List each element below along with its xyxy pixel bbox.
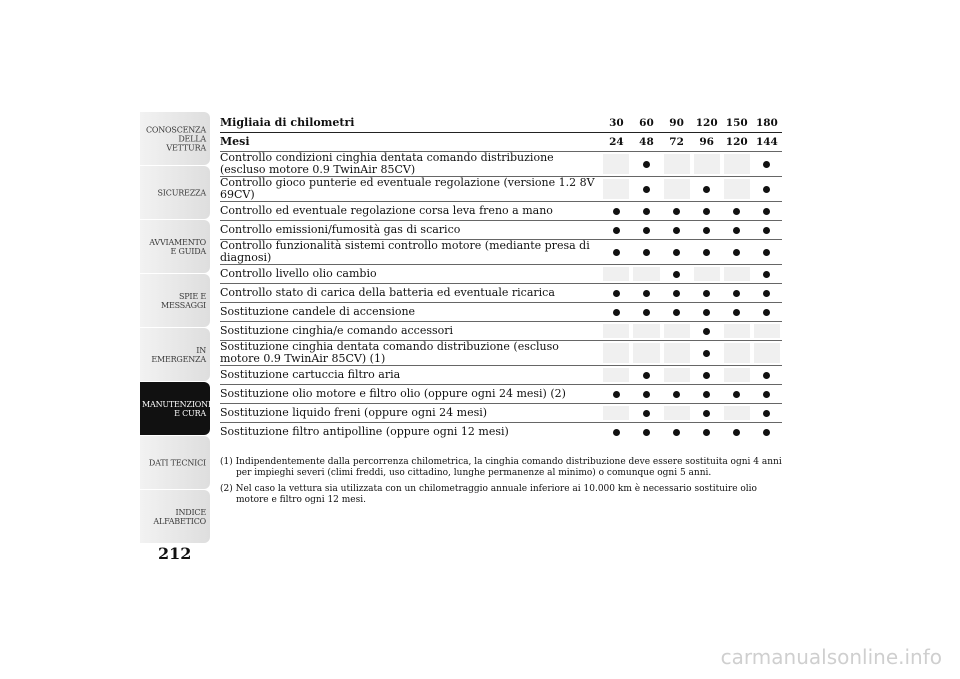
footnotes xyxy=(220,457,782,511)
interval-cell xyxy=(631,202,661,221)
bullet-icon xyxy=(643,161,650,168)
interval-cell xyxy=(692,284,722,303)
bullet-icon xyxy=(673,249,680,256)
interval-cell xyxy=(752,423,782,442)
bullet-icon xyxy=(733,429,740,436)
chapter-tab-label: SICUREZZA xyxy=(157,188,206,197)
chapter-tab[interactable] xyxy=(140,382,214,436)
empty-cell-shade xyxy=(664,154,690,174)
bullet-icon xyxy=(763,186,770,193)
bullet-icon xyxy=(673,429,680,436)
interval-cell xyxy=(631,303,661,322)
empty-cell-shade xyxy=(603,154,629,174)
maintenance-row xyxy=(220,385,782,404)
interval-cell xyxy=(722,322,752,341)
maintenance-row xyxy=(220,202,782,221)
empty-cell-shade xyxy=(603,324,629,338)
bullet-icon xyxy=(673,391,680,398)
empty-cell-shade xyxy=(754,343,780,363)
empty-cell-shade xyxy=(603,406,629,420)
chapter-tab[interactable] xyxy=(140,166,210,220)
interval-cell xyxy=(601,240,631,265)
maintenance-item-label: Controllo emissioni/fumosità gas di scarico xyxy=(220,221,601,240)
chapter-tab[interactable] xyxy=(140,274,210,328)
maintenance-row xyxy=(220,177,782,202)
chapter-tab-label: MANUTENZIONE E CURA xyxy=(142,399,214,418)
bullet-icon xyxy=(703,249,710,256)
km-value: 150 xyxy=(722,114,752,133)
header-row-months xyxy=(220,133,782,152)
bullet-icon xyxy=(673,290,680,297)
km-label: Migliaia di chilometri xyxy=(220,114,601,133)
interval-cell xyxy=(601,265,631,284)
interval-cell xyxy=(752,265,782,284)
chapter-tab-label: DATI TECNICI xyxy=(148,458,206,467)
bullet-icon xyxy=(763,429,770,436)
header-row-km xyxy=(220,114,782,133)
empty-cell-shade xyxy=(603,343,629,363)
interval-cell xyxy=(662,152,692,177)
interval-cell xyxy=(601,303,631,322)
bullet-icon xyxy=(703,429,710,436)
chapter-tab-label: INDICE ALFABETICO xyxy=(153,507,206,526)
bullet-icon xyxy=(733,391,740,398)
maintenance-item-label: Sostituzione cinghia dentata comando distribuzione (escluso motore 0.9 TwinAir 85CV) (1) xyxy=(220,341,601,366)
maintenance-item-label: Sostituzione cartuccia filtro aria xyxy=(220,366,601,385)
bullet-icon xyxy=(733,227,740,234)
page-number: 212 xyxy=(158,544,192,563)
maintenance-row xyxy=(220,240,782,265)
interval-cell xyxy=(692,423,722,442)
maintenance-item-label: Sostituzione cinghia/e comando accessori xyxy=(220,322,601,341)
months-value: 48 xyxy=(639,136,654,148)
interval-cell xyxy=(752,341,782,366)
interval-cell xyxy=(662,385,692,404)
maintenance-item-label: Controllo livello olio cambio xyxy=(220,265,601,284)
maintenance-row xyxy=(220,152,782,177)
maintenance-item-label: Sostituzione filtro antipolline (oppure ogni 12 mesi) xyxy=(220,423,601,442)
maintenance-row xyxy=(220,303,782,322)
months-value: 24 xyxy=(609,136,624,148)
maintenance-item-label: Controllo stato di carica della batteria ed eventuale ricarica xyxy=(220,284,601,303)
interval-cell xyxy=(662,284,692,303)
empty-cell-shade xyxy=(664,324,690,338)
km-value: 90 xyxy=(662,114,692,133)
bullet-icon xyxy=(643,186,650,193)
months-value: 120 xyxy=(725,136,748,148)
bullet-icon xyxy=(643,429,650,436)
bullet-icon xyxy=(763,309,770,316)
interval-cell xyxy=(631,152,661,177)
bullet-icon xyxy=(613,227,620,234)
interval-cell xyxy=(601,177,631,202)
interval-cell xyxy=(631,341,661,366)
bullet-icon xyxy=(613,249,620,256)
bullet-icon xyxy=(643,410,650,417)
maintenance-row xyxy=(220,423,782,442)
km-value: 30 xyxy=(601,114,631,133)
km-value: 180 xyxy=(752,114,782,133)
interval-cell xyxy=(752,284,782,303)
bullet-icon xyxy=(703,391,710,398)
empty-cell-shade xyxy=(694,267,720,281)
bullet-icon xyxy=(733,290,740,297)
bullet-icon xyxy=(643,208,650,215)
bullet-icon xyxy=(643,372,650,379)
interval-cell xyxy=(631,322,661,341)
interval-cell xyxy=(692,404,722,423)
interval-cell xyxy=(631,404,661,423)
maintenance-row xyxy=(220,284,782,303)
empty-cell-shade xyxy=(603,179,629,199)
chapter-tab[interactable] xyxy=(140,490,210,544)
bullet-icon xyxy=(703,372,710,379)
interval-cell xyxy=(601,385,631,404)
months-value: 96 xyxy=(699,136,714,148)
interval-cell xyxy=(692,152,722,177)
watermark-logo: carmanualsonline.info xyxy=(720,645,942,669)
interval-cell xyxy=(752,385,782,404)
interval-cell xyxy=(662,303,692,322)
bullet-icon xyxy=(613,391,620,398)
interval-cell xyxy=(722,221,752,240)
interval-cell xyxy=(631,177,661,202)
interval-cell xyxy=(601,221,631,240)
bullet-icon xyxy=(673,227,680,234)
km-value: 120 xyxy=(692,114,722,133)
interval-cell xyxy=(601,404,631,423)
interval-cell xyxy=(601,152,631,177)
interval-cell xyxy=(692,265,722,284)
interval-cell xyxy=(692,322,722,341)
interval-cell xyxy=(662,221,692,240)
months-label: Mesi xyxy=(220,135,250,148)
maintenance-schedule-table xyxy=(220,114,782,441)
bullet-icon xyxy=(643,249,650,256)
empty-cell-shade xyxy=(664,368,690,382)
interval-cell xyxy=(722,177,752,202)
interval-cell xyxy=(722,385,752,404)
km-value: 60 xyxy=(631,114,661,133)
bullet-icon xyxy=(703,328,710,335)
bullet-icon xyxy=(763,161,770,168)
bullet-icon xyxy=(703,186,710,193)
maintenance-item-label: Controllo ed eventuale regolazione corsa leva freno a mano xyxy=(220,202,601,221)
bullet-icon xyxy=(703,350,710,357)
interval-cell xyxy=(601,423,631,442)
interval-cell xyxy=(631,265,661,284)
interval-cell xyxy=(631,423,661,442)
bullet-icon xyxy=(703,290,710,297)
interval-cell xyxy=(692,385,722,404)
interval-cell xyxy=(722,423,752,442)
interval-cell xyxy=(752,303,782,322)
maintenance-item-label: Controllo gioco punterie ed eventuale regolazione (versione 1.2 8V 69CV) xyxy=(220,177,601,202)
empty-cell-shade xyxy=(664,179,690,199)
bullet-icon xyxy=(673,208,680,215)
maintenance-row xyxy=(220,221,782,240)
interval-cell xyxy=(601,284,631,303)
maintenance-row xyxy=(220,265,782,284)
interval-cell xyxy=(752,177,782,202)
interval-cell xyxy=(722,341,752,366)
maintenance-item-label: Sostituzione olio motore e filtro olio (oppure ogni 24 mesi) (2) xyxy=(220,385,601,404)
interval-cell xyxy=(662,202,692,221)
interval-cell xyxy=(631,385,661,404)
interval-cell xyxy=(662,423,692,442)
bullet-icon xyxy=(613,309,620,316)
bullet-icon xyxy=(643,227,650,234)
bullet-icon xyxy=(763,372,770,379)
chapter-tab-label: SPIE E MESSAGGI xyxy=(161,291,206,310)
interval-cell xyxy=(722,240,752,265)
bullet-icon xyxy=(763,391,770,398)
interval-cell xyxy=(662,177,692,202)
interval-cell xyxy=(662,265,692,284)
interval-cell xyxy=(752,404,782,423)
bullet-icon xyxy=(763,410,770,417)
interval-cell xyxy=(631,240,661,265)
maintenance-row xyxy=(220,366,782,385)
interval-cell xyxy=(722,202,752,221)
bullet-icon xyxy=(613,208,620,215)
empty-cell-shade xyxy=(694,154,720,174)
interval-cell xyxy=(692,240,722,265)
interval-cell xyxy=(722,284,752,303)
empty-cell-shade xyxy=(633,267,659,281)
chapter-tab-label: AVVIAMENTO E GUIDA xyxy=(149,237,206,256)
interval-cell xyxy=(692,341,722,366)
chapter-tab[interactable] xyxy=(140,112,210,166)
bullet-icon xyxy=(763,208,770,215)
bullet-icon xyxy=(733,249,740,256)
chapter-tab-label: CONOSCENZA DELLA VETTURA xyxy=(145,125,206,152)
bullet-icon xyxy=(763,290,770,297)
maintenance-item-label: Controllo funzionalità sistemi controllo motore (mediante presa di diagnosi) xyxy=(220,240,601,265)
bullet-icon xyxy=(703,410,710,417)
empty-cell-shade xyxy=(724,343,750,363)
months-value: 144 xyxy=(755,136,778,148)
bullet-icon xyxy=(673,309,680,316)
maintenance-row xyxy=(220,322,782,341)
bullet-icon xyxy=(703,309,710,316)
months-value: 72 xyxy=(669,136,684,148)
bullet-icon xyxy=(613,429,620,436)
interval-cell xyxy=(631,221,661,240)
interval-cell xyxy=(692,202,722,221)
interval-cell xyxy=(752,152,782,177)
footnote-2: (2) Nel caso la vettura sia utilizzata con un chilometraggio annuale inferiore ai 10.000 km è necessario sostituire olio motore e filtro ogni 12 mesi. xyxy=(220,484,757,505)
bullet-icon xyxy=(643,391,650,398)
empty-cell-shade xyxy=(664,343,690,363)
interval-cell xyxy=(752,322,782,341)
interval-cell xyxy=(722,265,752,284)
interval-cell xyxy=(752,366,782,385)
bullet-icon xyxy=(763,271,770,278)
interval-cell xyxy=(601,202,631,221)
interval-cell xyxy=(601,341,631,366)
empty-cell-shade xyxy=(754,324,780,338)
interval-cell xyxy=(752,221,782,240)
chapter-tab[interactable] xyxy=(140,328,210,382)
interval-cell xyxy=(692,366,722,385)
interval-cell xyxy=(722,152,752,177)
empty-cell-shade xyxy=(633,324,659,338)
bullet-icon xyxy=(703,227,710,234)
empty-cell-shade xyxy=(724,267,750,281)
empty-cell-shade xyxy=(724,179,750,199)
empty-cell-shade xyxy=(724,368,750,382)
bullet-icon xyxy=(763,249,770,256)
bullet-icon xyxy=(643,309,650,316)
interval-cell xyxy=(692,303,722,322)
bullet-icon xyxy=(703,208,710,215)
interval-cell xyxy=(662,341,692,366)
maintenance-item-label: Controllo condizioni cinghia dentata comando distribuzione (escluso motore 0.9 TwinAir 85CV) xyxy=(220,152,601,177)
bullet-icon xyxy=(733,208,740,215)
interval-cell xyxy=(692,177,722,202)
interval-cell xyxy=(722,303,752,322)
bullet-icon xyxy=(613,290,620,297)
interval-cell xyxy=(601,366,631,385)
chapter-sidebar xyxy=(140,112,214,544)
bullet-icon xyxy=(763,227,770,234)
bullet-icon xyxy=(643,290,650,297)
interval-cell xyxy=(722,404,752,423)
bullet-icon xyxy=(673,271,680,278)
interval-cell xyxy=(722,366,752,385)
maintenance-row xyxy=(220,404,782,423)
interval-cell xyxy=(662,322,692,341)
empty-cell-shade xyxy=(603,267,629,281)
maintenance-item-label: Sostituzione candele di accensione xyxy=(220,303,601,322)
chapter-tab-label: IN EMERGENZA xyxy=(151,345,206,364)
bullet-icon xyxy=(733,309,740,316)
chapter-tab[interactable] xyxy=(140,220,210,274)
interval-cell xyxy=(692,221,722,240)
interval-cell xyxy=(631,284,661,303)
maintenance-row xyxy=(220,341,782,366)
interval-cell xyxy=(662,366,692,385)
chapter-tab[interactable] xyxy=(140,436,210,490)
footnote-1: (1) Indipendentemente dalla percorrenza chilometrica, la cinghia comando distribuzione deve essere sostituita ogni 4 anni per impieghi severi (climi freddi, uso cittadino, lunghe permanenze al minimo) o comunque ogni 5 anni. xyxy=(220,457,782,478)
empty-cell-shade xyxy=(603,368,629,382)
empty-cell-shade xyxy=(724,406,750,420)
empty-cell-shade xyxy=(724,324,750,338)
interval-cell xyxy=(631,366,661,385)
interval-cell xyxy=(752,240,782,265)
maintenance-item-label: Sostituzione liquido freni (oppure ogni 24 mesi) xyxy=(220,404,601,423)
empty-cell-shade xyxy=(664,406,690,420)
empty-cell-shade xyxy=(724,154,750,174)
interval-cell xyxy=(662,240,692,265)
interval-cell xyxy=(601,322,631,341)
interval-cell xyxy=(752,202,782,221)
interval-cell xyxy=(662,404,692,423)
empty-cell-shade xyxy=(633,343,659,363)
